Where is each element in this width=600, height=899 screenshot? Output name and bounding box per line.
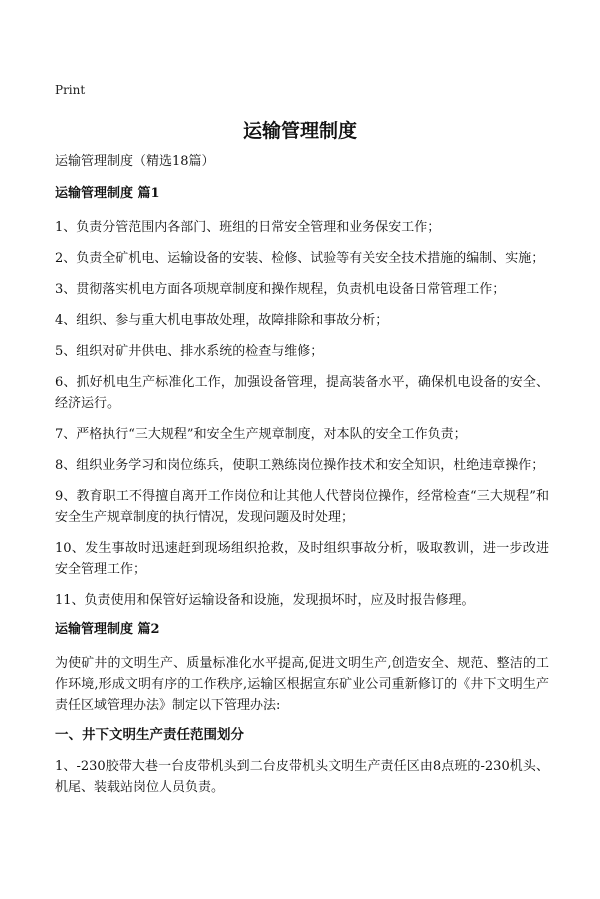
subsection-heading: 一、井下文明生产责任范围划分 [55,727,244,743]
list-item: 8、组织业务学习和岗位练兵，使职工熟练岗位操作技术和安全知识，杜绝违章操作； [55,458,545,473]
page-title: 运输管理制度 [242,120,357,142]
section-heading-1: 运输管理制度 篇1 [55,186,160,201]
document-body [55,153,549,808]
list-item: 2、负责全矿机电、运输设备的安装、检修、试验等有关安全技术措施的编制、实施； [55,251,545,266]
list-item: 6、抓好机电生产标准化工作，加强设备管理，提高装备水平，确保机电设备的安全、经济运行。 [55,375,549,411]
list-item: 4、组织、参与重大机电事故处理，故障排除和事故分析； [55,313,389,328]
section-heading-2: 运输管理制度 篇2 [55,622,160,637]
list-item: 1、负责分管范围内各部门、班组的日常安全管理和业务保安工作； [55,220,441,235]
section-intro-paragraph: 为使矿井的文明生产、质量标准化水平提高,促进文明生产,创造安全、规范、整洁的工作环境,形成文明有序的工作秩序,运输区根据宣东矿业公司重新修订的《井下文明生产责任区域管理办法》制定以下管理办法: [55,656,549,713]
list-item: 3、贯彻落实机电方面各项规章制度和操作规程，负责机电设备日常管理工作； [55,282,506,297]
print-link[interactable]: Print [55,83,86,97]
list-item: 11、负责使用和保管好运输设备和设施，发现损坏时，应及时报告修理。 [55,593,475,608]
list-item: 10、发生事故时迅速赶到现场组织抢救，及时组织事故分析，吸取教训，进一步改进安全管理工作； [55,541,549,577]
subsection-item: 1、-230胶带大巷一台皮带机头到二台皮带机头文明生产责任区由8点班的-230机头、机尾、装载站岗位人员负责。 [55,759,549,795]
list-item: 7、严格执行“三大规程”和安全生产规章制度，对本队的安全工作负责； [55,427,467,442]
list-item: 9、教育职工不得擅自离开工作岗位和让其他人代替岗位操作，经常检查“三大规程”和安全生产规章制度的执行情况，发现问题及时处理； [55,489,549,525]
document-subtitle: 运输管理制度（精选18篇） [55,154,215,169]
list-item: 5、组织对矿井供电、排水系统的检查与维修； [55,344,324,359]
